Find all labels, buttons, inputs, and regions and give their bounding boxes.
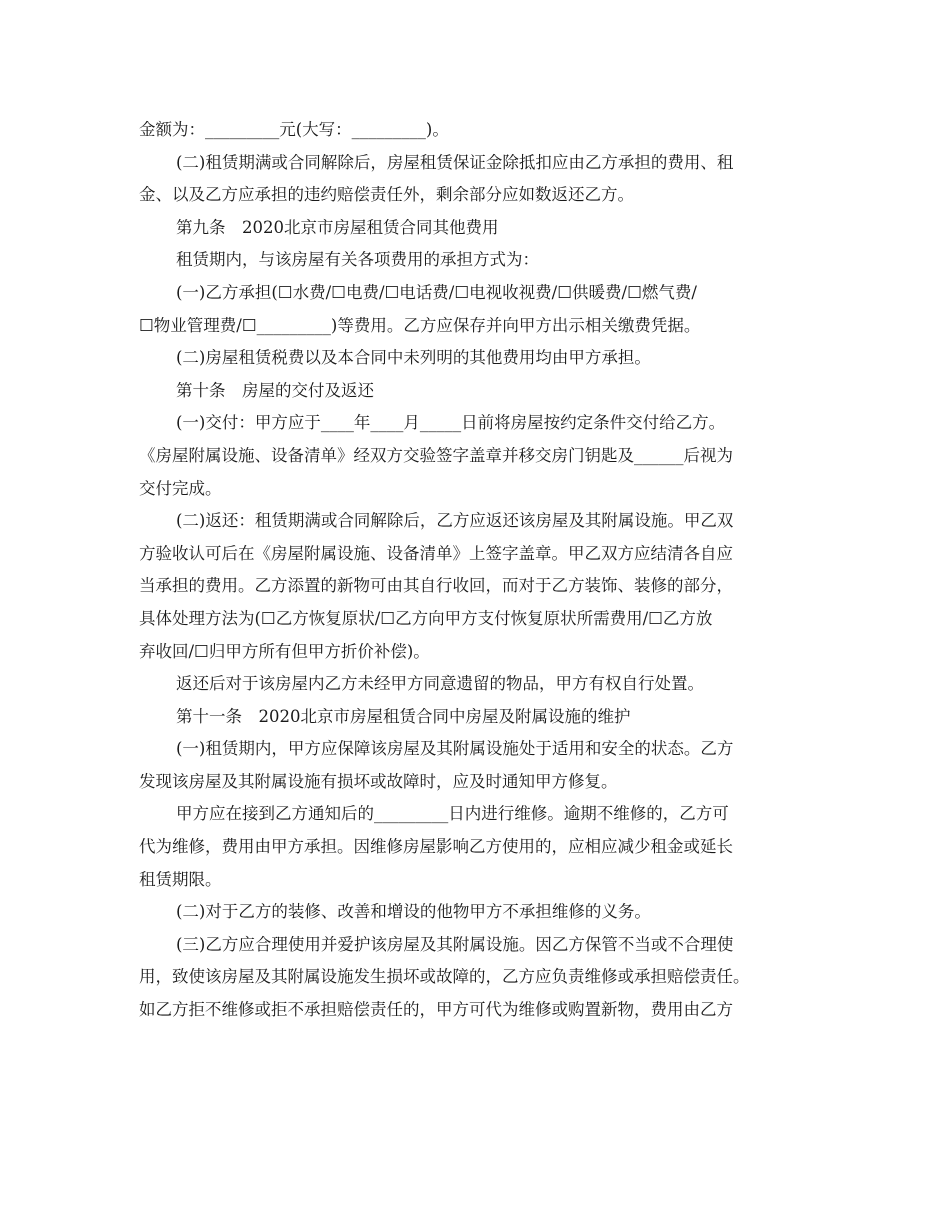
text-line: 如乙方拒不维修或拒不承担赔偿责任的，甲方可代为维修或购置新物，费用由乙方: [139, 1000, 733, 1020]
text-line: 具体处理方法为(☐乙方恢复原状/☐乙方向甲方支付恢复原状所需费用/☐乙方放: [139, 608, 713, 628]
text-line: 代为维修，费用由甲方承担。因维修房屋影响乙方使用的，应相应减少租金或延长: [139, 837, 733, 857]
text-line: (二)返还：租赁期满或合同解除后，乙方应返还该房屋及其附属设施。甲乙双: [176, 511, 734, 531]
text-line: 《房屋附属设施、设备清单》经双方交验签字盖章并移交房门钥匙及______后视为: [139, 445, 733, 465]
text-line: 弃收回/☐归甲方所有但甲方折价补偿)。: [139, 641, 430, 661]
document-body: [139, 114, 819, 1027]
text-line: 返还后对于该房屋内乙方未经甲方同意遗留的物品，甲方有权自行处置。: [176, 674, 704, 694]
text-line: 金额为：_________元(大写：_________)。: [139, 120, 449, 139]
text-line: 租赁期限。: [139, 869, 222, 889]
text-line: 金、以及乙方应承担的违约赔偿责任外，剩余部分应如数返还乙方。: [139, 185, 634, 205]
text-line: (二)房屋租赁税费以及本合同中未列明的其他费用均由甲方承担。: [176, 348, 651, 368]
text-line: 方验收认可后在《房屋附属设施、设备清单》上签字盖章。甲乙双方应结清各自应: [139, 543, 733, 563]
text-line: 租赁期内，与该房屋有关各项费用的承担方式为：: [176, 250, 539, 270]
text-line: 当承担的费用。乙方添置的新物可由其自行收回，而对于乙方装饰、装修的部分，: [139, 576, 733, 596]
text-line: (三)乙方应合理使用并爱护该房屋及其附属设施。因乙方保管不当或不合理使: [176, 934, 734, 954]
text-line: ☐物业管理费/☐_________)等费用。乙方应保存并向甲方出示相关缴费凭据。: [139, 315, 701, 335]
text-line: 甲方应在接到乙方通知后的_________日内进行维修。逾期不维修的，乙方可: [176, 804, 729, 824]
text-line: 发现该房屋及其附属设施有损坏或故障时，应及时通知甲方修复。: [139, 771, 618, 791]
text-line: 第九条 2020北京市房屋租赁合同其他费用: [176, 217, 499, 237]
text-line: 交付完成。: [139, 478, 222, 498]
text-line: (一)交付：甲方应于____年____月_____日前将房屋按约定条件交付给乙方。: [176, 413, 726, 433]
text-line: 用，致使该房屋及其附属设施发生损坏或故障的，乙方应负责维修或承担赔偿责任。: [139, 967, 750, 987]
text-line: (一)租赁期内，甲方应保障该房屋及其附属设施处于适用和安全的状态。乙方: [176, 739, 734, 759]
text-line: 第十一条 2020北京市房屋租赁合同中房屋及附属设施的维护: [176, 706, 631, 726]
text-line: (二)对于乙方的装修、改善和增设的他物甲方不承担维修的义务。: [176, 902, 651, 922]
text-line: (二)租赁期满或合同解除后，房屋租赁保证金除抵扣应由乙方承担的费用、租: [176, 152, 734, 172]
text-line: (一)乙方承担(☐水费/☐电费/☐电话费/☐电视收视费/☐供暖费/☐燃气费/: [176, 282, 697, 302]
text-line: 第十条 房屋的交付及返还: [176, 380, 374, 400]
